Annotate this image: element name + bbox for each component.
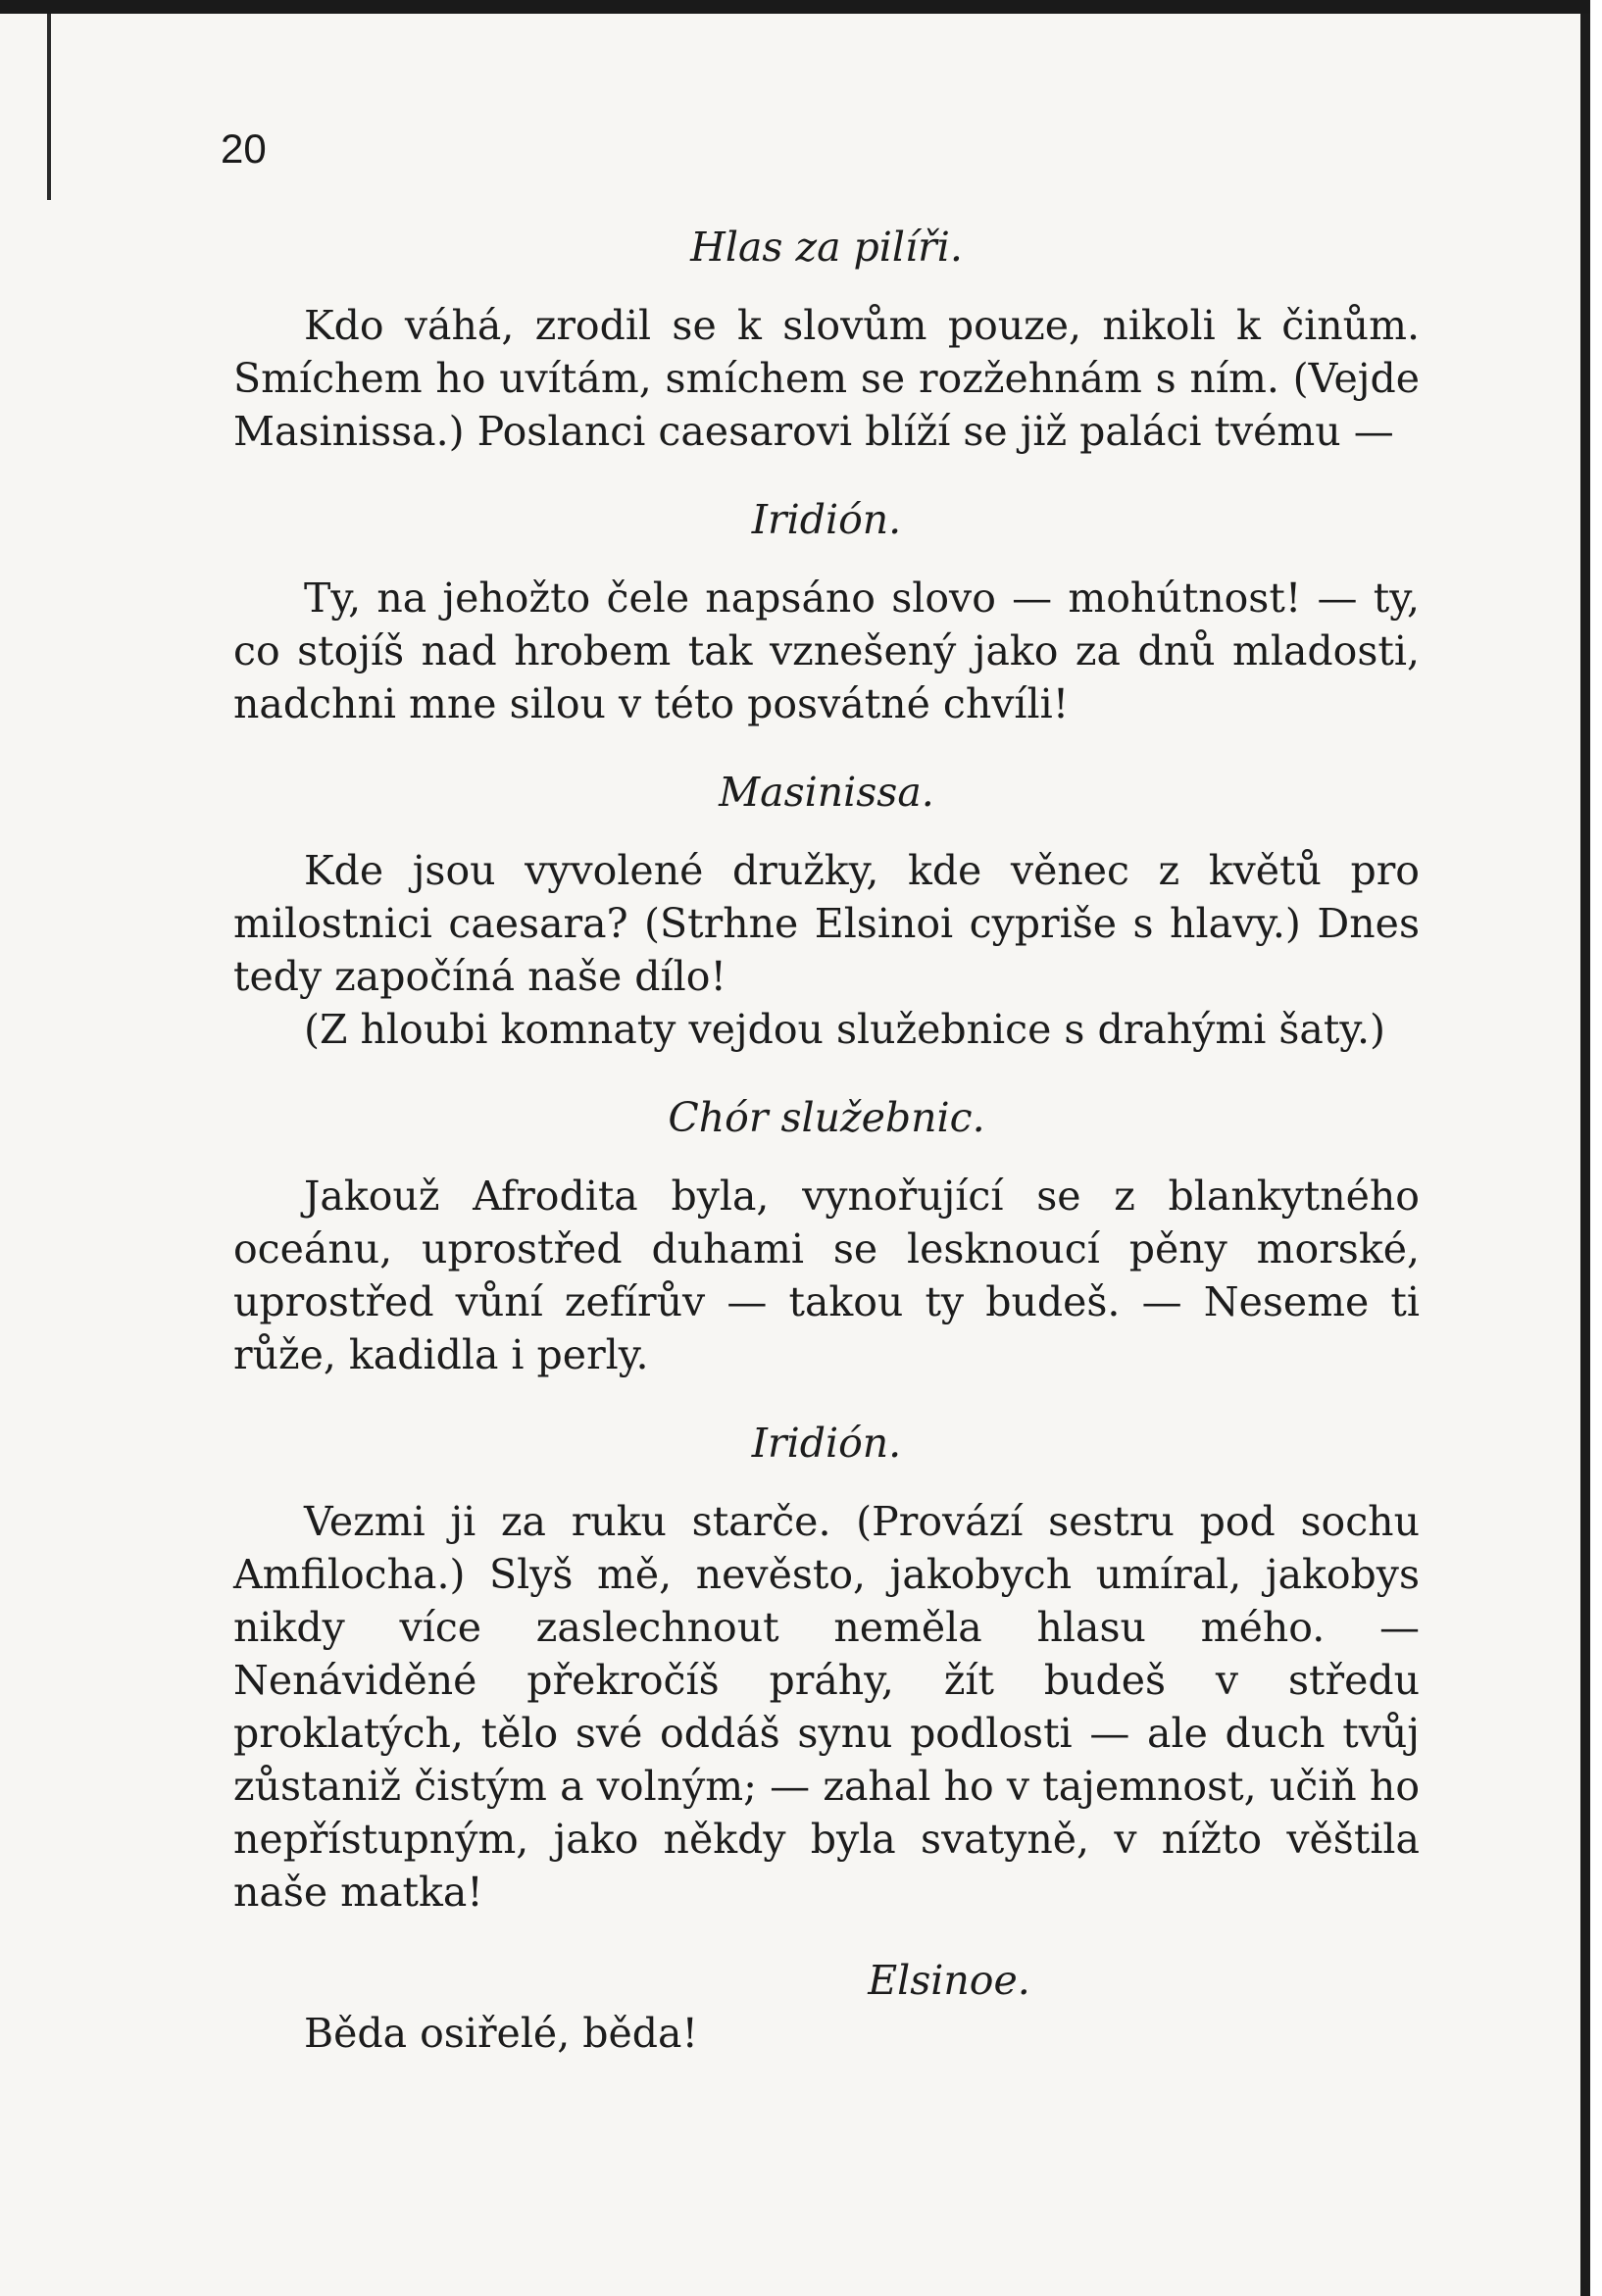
speaker-heading: Iridión.	[751, 496, 902, 543]
speech-paragraph: Ty, na jehožto čele napsáno slovo — mohútnost! — ty, co stojíš nad hrobem tak vznešený jako za dnů mladosti, nadchni mne silou v této posvátné chvíli!	[233, 574, 1420, 727]
speech-paragraph: Kde jsou vyvolené družky, kde věnec z květů pro milostnici caesara? (Strhne Elsinoi cypriše s hlavy.) Dnes tedy započíná naše dílo!	[233, 847, 1420, 1000]
scan-border-top	[0, 0, 1602, 14]
drama-text	[233, 221, 1420, 2060]
scan-border-left	[47, 14, 51, 200]
speech-paragraph: Běda osiřelé, běda!	[304, 2010, 698, 2057]
speaker-heading: Chór služebnic.	[668, 1094, 985, 1141]
page-number: 20	[221, 125, 267, 172]
speech-paragraph: Jakouž Afrodita byla, vynořující se z blankytného oceánu, uprostřed duhami se lesknoucí pěny morské, uprostřed vůní zefírův — takou ty budeš. — Neseme ti růže, kadidla i perly.	[233, 1173, 1420, 1378]
speech-paragraph: Vezmi ji za ruku starče. (Provází sestru pod sochu Amfilocha.) Slyš mě, nevěsto, jakobych umíral, jakobys nikdy více zaslechnout neměla hlasu mého. — Nenáviděné překročíš práhy, žít budeš v středu proklatých, tělo své oddáš synu podlosti — ale duch tvůj zůstaniž čistým a volným; — zahal ho v tajemnost, učiň ho nepřístupným, jako někdy byla svatyně, v nížto věštila naše matka!	[233, 1498, 1420, 1916]
speaker-heading: Iridión.	[751, 1420, 902, 1467]
stage-direction: (Z hloubi komnaty vejdou služebnice s drahými šaty.)	[304, 1006, 1386, 1053]
scan-margin-right	[1590, 0, 1602, 2296]
speaker-heading: Hlas za pilíři.	[690, 224, 963, 271]
speaker-heading: Elsinoe.	[868, 1957, 1030, 2004]
scan-border-right	[1580, 14, 1590, 2296]
speaker-heading: Masinissa.	[719, 769, 934, 816]
speech-paragraph: Kdo váhá, zrodil se k slovům pouze, nikoli k činům. Smíchem ho uvítám, smíchem se rozžehnám s ním. (Vejde Masinissa.) Poslanci caesarovi blíží se již paláci tvému —	[233, 302, 1420, 455]
